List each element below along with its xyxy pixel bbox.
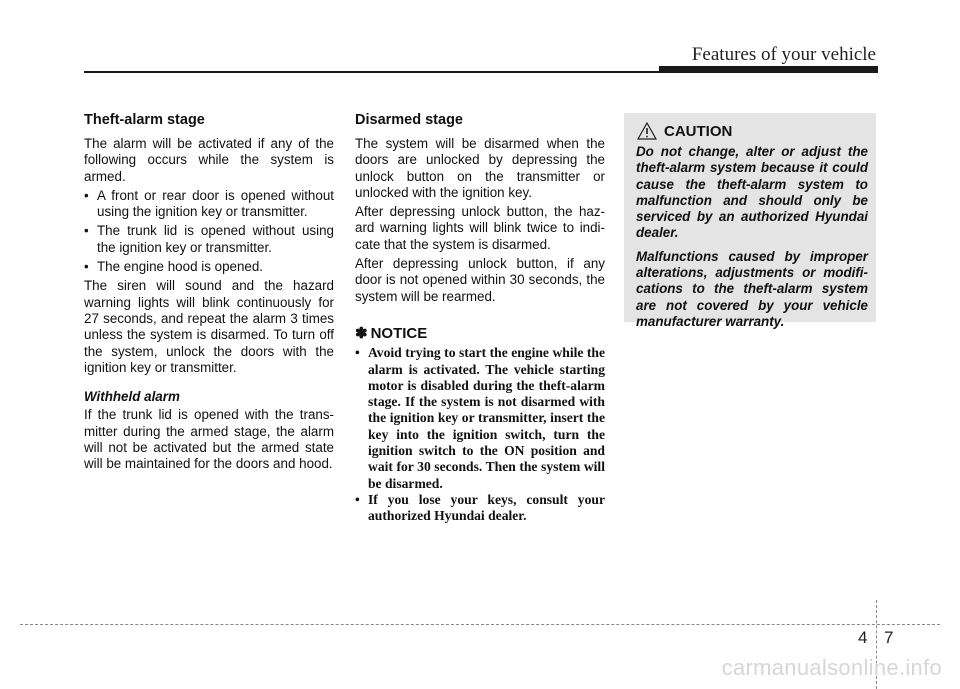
list-item: • A front or rear door is opened without using the ignition key or transmitter.	[84, 188, 334, 221]
disarmed-paragraph: After depressing unlock button, if any door is not opened within 30 seconds, the system will be rearmed.	[355, 256, 605, 304]
theft-alarm-conditions	[84, 188, 334, 275]
left-column	[84, 112, 334, 476]
theft-alarm-heading: Theft-alarm stage	[84, 112, 205, 128]
notice-list	[355, 345, 605, 524]
list-item: • The engine hood is opened.	[84, 259, 334, 275]
list-item: • Avoid trying to start the engine while the alarm is activated. The vehicle starting motor is disabled during the theft-alarm stage. If the system is not disarmed with the ignition key or transmitter, insert the key into the ignition switch, turn the ignition switch to the ON position and wait for 30 seconds. Then the system will be disarmed.	[355, 345, 605, 492]
list-item: • If you lose your keys, consult your authorized Hyundai dealer.	[355, 492, 605, 525]
theft-alarm-description: The siren will sound and the hazard warning lights will blink continuously for 27 seconds, and repeat the alarm 3 times unless the system is disarmed. To turn off the system, unlock the doors with the ignition key or transmitter.	[84, 278, 334, 375]
warning-triangle-icon	[636, 121, 658, 141]
caution-box	[624, 113, 876, 329]
footer-rule	[20, 624, 940, 625]
caution-title: CAUTION	[664, 122, 733, 140]
caution-heading	[636, 121, 868, 141]
header-rule-accent	[659, 66, 878, 73]
theft-alarm-intro: The alarm will be activated if any of the following occurs while the system is armed.	[84, 136, 334, 184]
withheld-alarm-description: If the trunk lid is opened with the trans-mitter during the armed stage, the alarm will not be activated but the armed state will be maintained for the doors and hood.	[84, 407, 334, 472]
withheld-alarm-heading: Withheld alarm	[84, 389, 180, 405]
list-item: • The trunk lid is opened without using the ignition key or transmitter.	[84, 223, 334, 256]
notice-star-icon: ✽	[355, 324, 368, 342]
caution-paragraph: Malfunctions caused by improper alterations, adjustments or modifi-cations to the theft-alarm system are not covered by your vehicle manufacturer warranty.	[636, 248, 868, 329]
watermark: carmanualsonline.info	[721, 655, 942, 680]
chapter-number: 4	[858, 628, 868, 647]
page-number: 7	[884, 628, 894, 647]
header-title: Features of your vehicle	[691, 44, 876, 65]
caution-paragraph: Do not change, alter or adjust the theft-alarm system because it could cause the theft-alarm system to malfunction and should only be serviced by an authorized Hyundai dealer.	[636, 144, 868, 241]
disarmed-stage-heading: Disarmed stage	[355, 112, 463, 128]
disarmed-paragraph: After depressing unlock button, the haz-ard warning lights will blink twice to indi-cate that the system is disarmed.	[355, 204, 605, 252]
notice-title: NOTICE	[370, 324, 428, 342]
middle-column	[355, 112, 605, 525]
notice-heading	[355, 326, 605, 342]
disarmed-paragraph: The system will be disarmed when the doors are unlocked by depressing the unlock button on the transmitter or unlocked with the ignition key.	[355, 136, 605, 200]
